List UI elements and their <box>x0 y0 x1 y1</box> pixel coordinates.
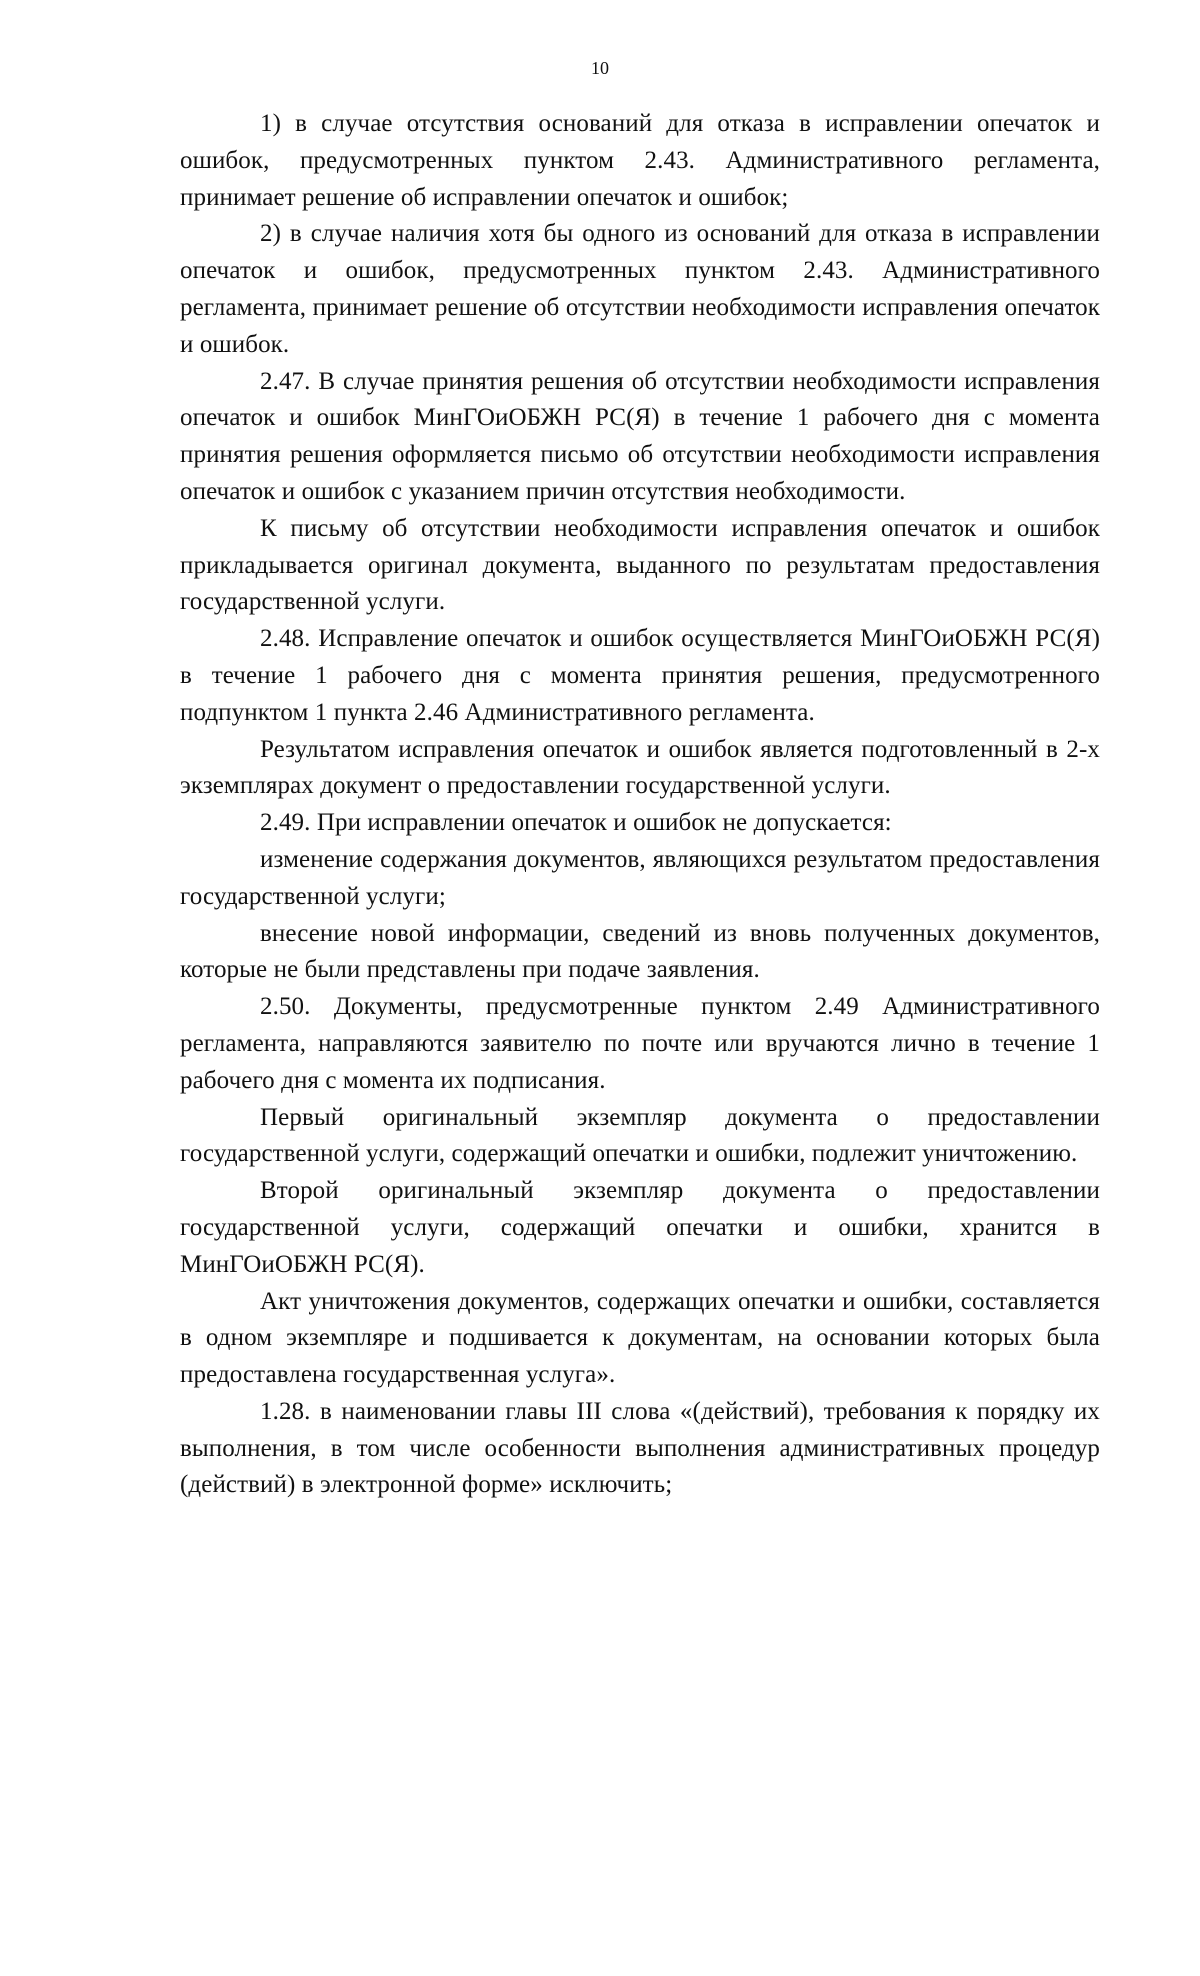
paragraph-destruction-act: Акт уничтожения документов, содержащих опечатки и ошибки, составляется в одном экземпляре и подшивается к документам, на основании которых была предоставлена государственная услуга». <box>180 1287 1100 1389</box>
paragraph-2-47: 2.47. В случае принятия решения об отсутствии необходимости исправления опечаток и ошибок МинГОиОБЖН РС(Я) в течение 1 рабочего дня с момента принятия решения оформляется письмо об отсутствии необходимости исправления опечаток и ошибок с указанием причин отсутствия необходимости. <box>180 367 1100 505</box>
paragraph-2-50: 2.50. Документы, предусмотренные пунктом 2.49 Административного регламента, направляются заявителю по почте или вручаются лично в течение 1 рабочего дня с момента их подписания. <box>180 993 1100 1094</box>
paragraph-new-information: внесение новой информации, сведений из вновь полученных документов, которые не были представлены при подаче заявления. <box>180 919 1100 984</box>
page-number: 10 <box>591 58 609 78</box>
paragraph-correction-result: Результатом исправления опечаток и ошибок является подготовленный в 2-х экземплярах документ о предоставлении государственной услуги. <box>180 735 1100 800</box>
paragraph-1-28: 1.28. в наименовании главы III слова «(действий), требования к порядку их выполнения, в том числе особенности выполнения административных процедур (действий) в электронной форме» исключить; <box>180 1397 1101 1499</box>
paragraph-letter-attachment: К письму об отсутствии необходимости исправления опечаток и ошибок прикладывается оригинал документа, выданного по результатам предоставления государственной услуги. <box>180 514 1100 616</box>
paragraph-item-2: 2) в случае наличия хотя бы одного из оснований для отказа в исправлении опечаток и ошибок, предусмотренных пунктом 2.43. Административного регламента, принимает решение об отсутствии необходимости исправления опечаток и ошибок. <box>180 220 1100 358</box>
paragraph-second-copy: Второй оригинальный экземпляр документа о предоставлении государственной услуги, содержащий опечатки и ошибки, хранится в МинГОиОБЖН РС(Я). <box>180 1177 1100 1278</box>
document-body <box>180 106 1100 1504</box>
paragraph-2-48: 2.48. Исправление опечаток и ошибок осуществляется МинГОиОБЖН РС(Я) в течение 1 рабочего дня с момента принятия решения, предусмотренного подпунктом 1 пункта 2.46 Административного регламента. <box>180 625 1100 726</box>
paragraph-content-change: изменение содержания документов, являющихся результатом предоставления государственной услуги; <box>180 845 1100 910</box>
paragraph-item-1: 1) в случае отсутствия оснований для отказа в исправлении опечаток и ошибок, предусмотренных пунктом 2.43. Административного регламента, принимает решение об исправлении опечаток и ошибок; <box>180 110 1100 211</box>
paragraph-first-copy: Первый оригинальный экземпляр документа о предоставлении государственной услуги, содержащий опечатки и ошибки, подлежит уничтожению. <box>180 1103 1100 1168</box>
paragraph-2-49: 2.49. При исправлении опечаток и ошибок не допускается: <box>260 809 892 837</box>
